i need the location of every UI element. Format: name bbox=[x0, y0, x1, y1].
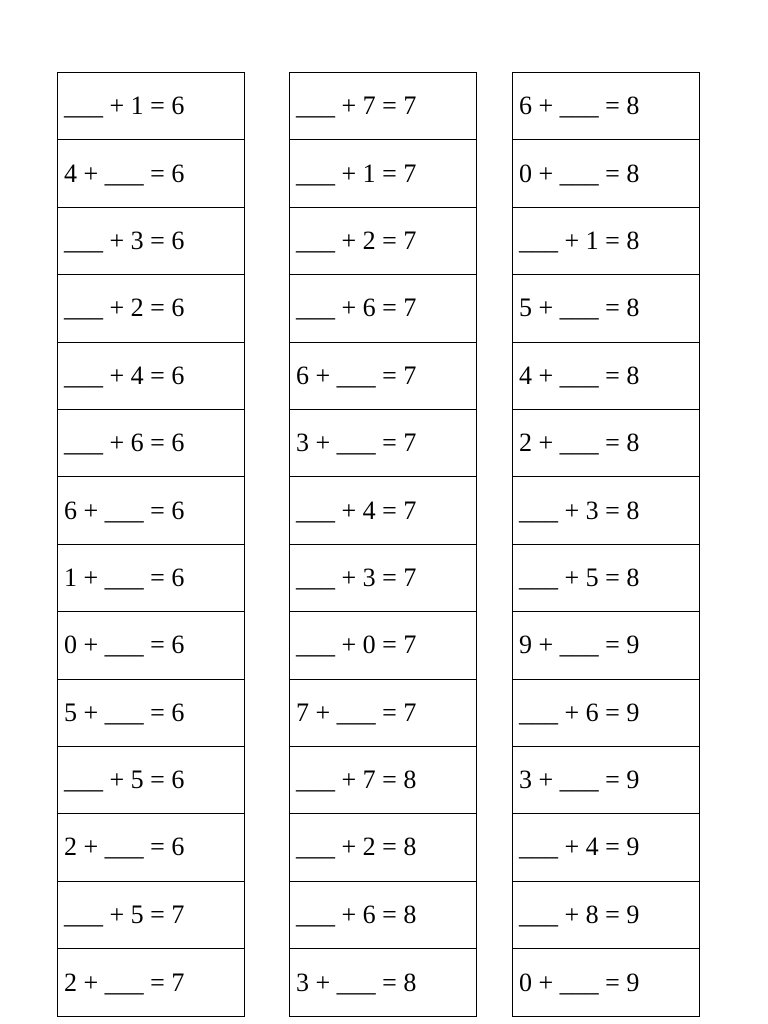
problem-cell: ___ + 4 = 9 bbox=[513, 814, 699, 881]
problem-cell: ___ + 6 = 6 bbox=[58, 410, 244, 477]
problem-cell: 2 + ___ = 8 bbox=[513, 410, 699, 477]
problem-cell: 9 + ___ = 9 bbox=[513, 612, 699, 679]
problem-cell: 2 + ___ = 7 bbox=[64, 967, 185, 997]
problem-cell: 6 + ___ = 7 bbox=[290, 343, 476, 410]
problem-cell: ___ + 6 = 7 bbox=[290, 275, 476, 342]
problem-cell: 4 + ___ = 8 bbox=[513, 343, 699, 410]
problem-cell: 3 + ___ = 8 bbox=[296, 967, 417, 997]
problem-cell: ___ + 2 = 7 bbox=[290, 208, 476, 275]
problem-cell: ___ + 6 = 9 bbox=[513, 680, 699, 747]
problem-cell: 1 + ___ = 6 bbox=[58, 545, 244, 612]
problem-cell: ___ + 7 = 7 bbox=[290, 73, 476, 140]
problem-cell: 0 + ___ = 9 bbox=[519, 967, 640, 997]
problem-cell: ___ + 2 = 6 bbox=[58, 275, 244, 342]
problem-cell: ___ + 8 = 9 bbox=[513, 882, 699, 949]
problem-cell: ___ + 5 = 8 bbox=[513, 545, 699, 612]
problem-cell: ___ + 1 = 6 bbox=[58, 73, 244, 140]
problem-cell: ___ + 0 = 7 bbox=[290, 612, 476, 679]
problem-column-3 bbox=[512, 72, 700, 1017]
problem-cell: ___ + 5 = 6 bbox=[58, 747, 244, 814]
problem-cell: 6 + ___ = 6 bbox=[58, 477, 244, 544]
problem-cell: ___ + 1 = 7 bbox=[290, 140, 476, 207]
problem-column-2 bbox=[289, 72, 477, 1017]
problem-cell: ___ + 7 = 8 bbox=[290, 747, 476, 814]
problem-cell: 5 + ___ = 6 bbox=[58, 680, 244, 747]
problem-cell: 7 + ___ = 7 bbox=[290, 680, 476, 747]
problem-cell: 4 + ___ = 6 bbox=[58, 140, 244, 207]
problem-cell: ___ + 6 = 8 bbox=[290, 882, 476, 949]
problem-cell: ___ + 3 = 6 bbox=[58, 208, 244, 275]
problem-cell: 5 + ___ = 8 bbox=[513, 275, 699, 342]
problem-cell: 3 + ___ = 7 bbox=[290, 410, 476, 477]
problem-cell: ___ + 2 = 8 bbox=[290, 814, 476, 881]
problem-cell: ___ + 3 = 8 bbox=[513, 477, 699, 544]
problem-cell: ___ + 1 = 8 bbox=[513, 208, 699, 275]
problem-cell: 6 + ___ = 8 bbox=[513, 73, 699, 140]
problem-cell: ___ + 3 = 7 bbox=[290, 545, 476, 612]
problem-column-1 bbox=[57, 72, 245, 1017]
problem-cell: 3 + ___ = 9 bbox=[513, 747, 699, 814]
problem-cell: ___ + 4 = 6 bbox=[58, 343, 244, 410]
problem-cell: 0 + ___ = 6 bbox=[58, 612, 244, 679]
problem-cell: ___ + 4 = 7 bbox=[290, 477, 476, 544]
problem-cell: 0 + ___ = 8 bbox=[513, 140, 699, 207]
problem-cell: 2 + ___ = 6 bbox=[58, 814, 244, 881]
problem-cell: ___ + 5 = 7 bbox=[58, 882, 244, 949]
